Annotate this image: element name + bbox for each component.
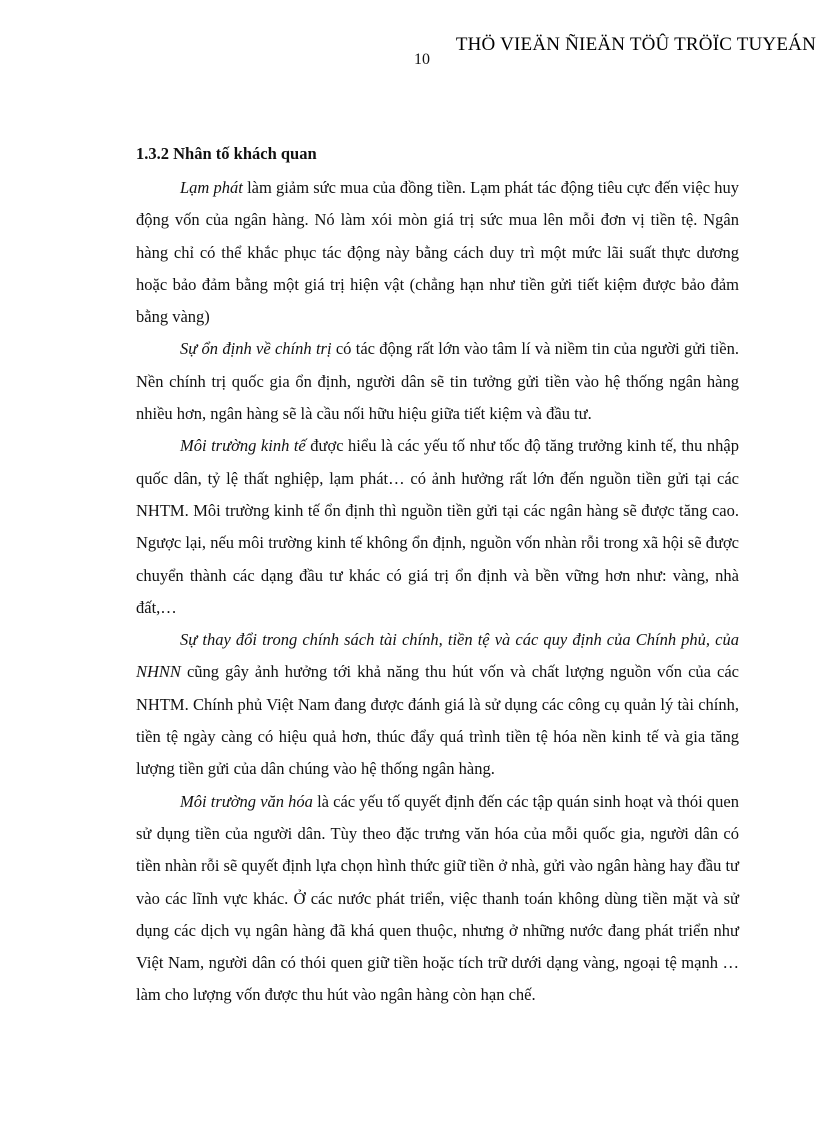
term-cultural-environment: Môi trường văn hóa bbox=[180, 791, 313, 811]
term-economic-environment: Môi trường kinh tế bbox=[180, 436, 306, 456]
library-watermark: THÖ VIEÄN ÑIEÄN TÖÛ TRÖÏC TUYEÁN bbox=[455, 34, 816, 55]
term-policy-changes: Sự thay đổi trong chính sách tài chính, tiền tệ và các quy định của Chính phủ, của NHNN bbox=[136, 630, 739, 682]
term-political-stability: Sự ổn định về chính trị bbox=[180, 339, 332, 359]
paragraph-political-stability bbox=[136, 333, 739, 430]
paragraph-inflation bbox=[136, 172, 739, 333]
paragraph-economic-environment bbox=[136, 430, 739, 624]
term-inflation: Lạm phát bbox=[180, 178, 243, 197]
paragraph-economic-environment-text: được hiểu là các yếu tố như tốc độ tăng trưởng kinh tế, thu nhập quốc dân, tỷ lệ thất nghiệp, lạm phát… có ảnh hưởng rất lớn đến nguồn tiền gửi tại các NHTM. Môi trường kinh tế ổn định thì nguồn tiền gửi tại các ngân hàng sẽ được tăng cao. Ngược lại, nếu môi trường kinh tế không ổn định, nguồn vốn nhàn rỗi trong xã hội sẽ được chuyển thành các dạng đầu tư khác có giá trị ổn định và bền vững hơn như: vàng, nhà đất,… bbox=[136, 436, 739, 617]
paragraph-policy-changes bbox=[136, 624, 739, 785]
section-heading: 1.3.2 Nhân tố khách quan bbox=[136, 144, 317, 163]
paragraph-political-stability-text: có tác động rất lớn vào tâm lí và niềm tin của người gửi tiền. Nền chính trị quốc gia ổn định, người dân sẽ tin tưởng gửi tiền vào hệ thống ngân hàng nhiều hơn, ngân hàng sẽ là cầu nối hữu hiệu giữa tiết kiệm và đầu tư. bbox=[136, 339, 740, 424]
paragraph-inflation-text: làm giảm sức mua của đồng tiền. Lạm phát tác động tiêu cực đến việc huy động vốn của ngân hàng. Nó làm xói mòn giá trị sức mua lên mỗi đơn vị tiền tệ. Ngân hàng chỉ có thể khắc phục tác động này bằng cách duy trì một mức lãi suất thực dương hoặc bảo đảm bằng một giá trị hiện vật (chẳng hạn như tiền gửi tiết kiệm được bảo đảm bằng vàng) bbox=[136, 178, 739, 327]
page-number: 10 bbox=[414, 51, 430, 68]
paragraph-policy-changes-text: cũng gây ảnh hưởng tới khả năng thu hút vốn và chất lượng nguồn vốn của các NHTM. Chính phủ Việt Nam đang được đánh giá là sử dụng các công cụ quản lý tài chính, tiền tệ ngày càng có hiệu quả hơn, thúc đẩy quá trình tiền tệ hóa nền kinh tế và gia tăng lượng tiền gửi của dân chúng vào hệ thống ngân hàng. bbox=[136, 662, 739, 779]
paragraph-cultural-environment-text: là các yếu tố quyết định đến các tập quán sinh hoạt và thói quen sử dụng tiền của người dân. Tùy theo đặc trưng văn hóa của mỗi quốc gia, người dân có tiền nhàn rỗi sẽ quyết định lựa chọn hình thức giữ tiền ở nhà, gửi vào ngân hàng hay đầu tư vào các lĩnh vực khác. Ở các nước phát triển, việc thanh toán không dùng tiền mặt và sử dụng các dịch vụ ngân hàng đã khá quen thuộc, nhưng ở những nước đang phát triển như Việt Nam, người dân có thói quen giữ tiền hoặc tích trữ dưới dạng vàng, ngoại tệ mạnh … làm cho lượng vốn được thu hút vào ngân hàng còn hạn chế. bbox=[136, 791, 739, 1005]
paragraph-cultural-environment bbox=[136, 786, 739, 1012]
document-body bbox=[136, 138, 739, 1012]
